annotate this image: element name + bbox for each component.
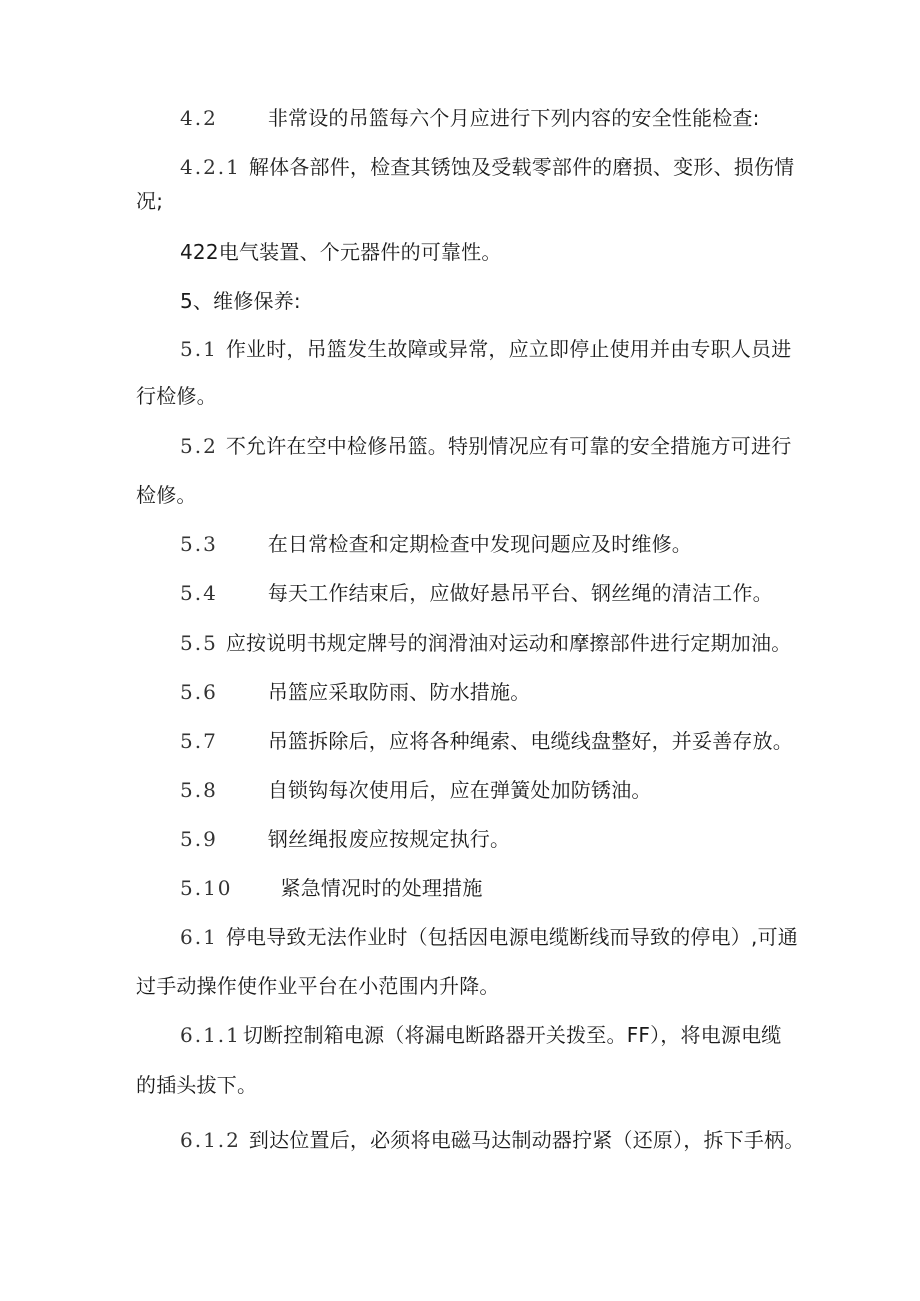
paragraph-text: 吊篮拆除后，应将各种绳索、电缆线盘整好，并妥善存放。 (267, 729, 794, 753)
paragraph-continuation (136, 1073, 257, 1097)
paragraph-4-2-2 (180, 240, 502, 264)
paragraph-5-8 (180, 778, 652, 802)
paragraph-text: 5、维修保养: (180, 289, 301, 313)
section-number: 5.5 (180, 631, 218, 655)
paragraph-text: 作业时，吊篮发生故障或异常，应立即停止使用并由专职人员进 (225, 337, 792, 361)
paragraph-continuation (136, 384, 217, 408)
paragraph-text: 的插头拔下。 (136, 1073, 258, 1097)
section-number: 5.3 (180, 532, 218, 556)
paragraph-5-2 (180, 434, 791, 458)
paragraph-text: 非常设的吊篮每六个月应进行下列内容的安全性能检查: (267, 106, 760, 130)
paragraph-5-9 (180, 827, 510, 851)
paragraph-text: 钢丝绳报废应按规定执行。 (267, 827, 511, 851)
section-number: 6.1.2 (180, 1128, 241, 1152)
section-number: 5.7 (180, 729, 218, 753)
paragraph-continuation (136, 483, 197, 507)
section-number: 5.10 (180, 876, 233, 900)
paragraph-text: 况; (136, 189, 164, 213)
paragraph-text: 过手动操作使作业平台在小范围内升降。 (136, 974, 500, 998)
paragraph-text: 检修。 (136, 483, 197, 507)
section-number: 4.2.1 (180, 155, 241, 179)
section-number: 6.1.1 (180, 1023, 241, 1047)
paragraph-4-2-1 (180, 155, 794, 179)
paragraph-text: 吊篮应采取防雨、防水措施。 (267, 680, 531, 704)
section-number: 5.6 (180, 680, 218, 704)
paragraph-text: 自锁钩每次使用后，应在弹簧处加防锈油。 (267, 778, 652, 802)
section-number: 5.9 (180, 827, 218, 851)
paragraph-continuation (136, 189, 163, 213)
paragraph-5-6 (180, 680, 530, 704)
paragraph-5-3 (180, 532, 692, 556)
paragraph-text: 切断控制箱电源（将漏电断路器开关拨至。FF），将电源电缆 (242, 1023, 782, 1047)
paragraph-text: 行检修。 (136, 384, 217, 408)
section-number: 5.8 (180, 778, 218, 802)
paragraph-text: 每天工作结束后，应做好悬吊平台、钢丝绳的清洁工作。 (267, 581, 773, 605)
section-number: 4.2 (180, 106, 218, 130)
paragraph-5-1 (180, 337, 791, 361)
paragraph-6-1-1 (180, 1023, 782, 1047)
section-number: 5.2 (180, 434, 218, 458)
paragraph-text: 到达位置后，必须将电磁马达制动器拧紧（还原），拆下手柄。 (248, 1128, 805, 1152)
paragraph-text: 在日常检查和定期检查中发现问题应及时维修。 (267, 532, 693, 556)
paragraph-text: 紧急情况时的处理措施 (280, 876, 483, 900)
paragraph-5-7 (180, 729, 793, 753)
paragraph-text: 应按说明书规定牌号的润滑油对运动和摩擦部件进行定期加油。 (225, 631, 792, 655)
paragraph-text: 解体各部件，检查其锈蚀及受载零部件的磨损、变形、损伤情 (248, 155, 795, 179)
paragraph-4-2 (180, 106, 760, 130)
paragraph-5-4 (180, 581, 773, 605)
section-number: 5.4 (180, 581, 218, 605)
paragraph-6-1-2 (180, 1128, 805, 1152)
section-number: 6.1 (180, 925, 218, 949)
paragraph-continuation (136, 974, 500, 998)
section-heading-5 (180, 289, 301, 313)
paragraph-5-10 (180, 876, 483, 900)
paragraph-5-5 (180, 631, 791, 655)
section-number: 5.1 (180, 337, 218, 361)
paragraph-text: 停电导致无法作业时（包括因电源电缆断线而导致的停电）,可通 (225, 925, 798, 949)
paragraph-6-1 (180, 925, 798, 949)
paragraph-text: 422电气装置、个元器件的可靠性。 (180, 240, 502, 264)
paragraph-text: 不允许在空中检修吊篮。特别情况应有可靠的安全措施方可进行 (225, 434, 792, 458)
